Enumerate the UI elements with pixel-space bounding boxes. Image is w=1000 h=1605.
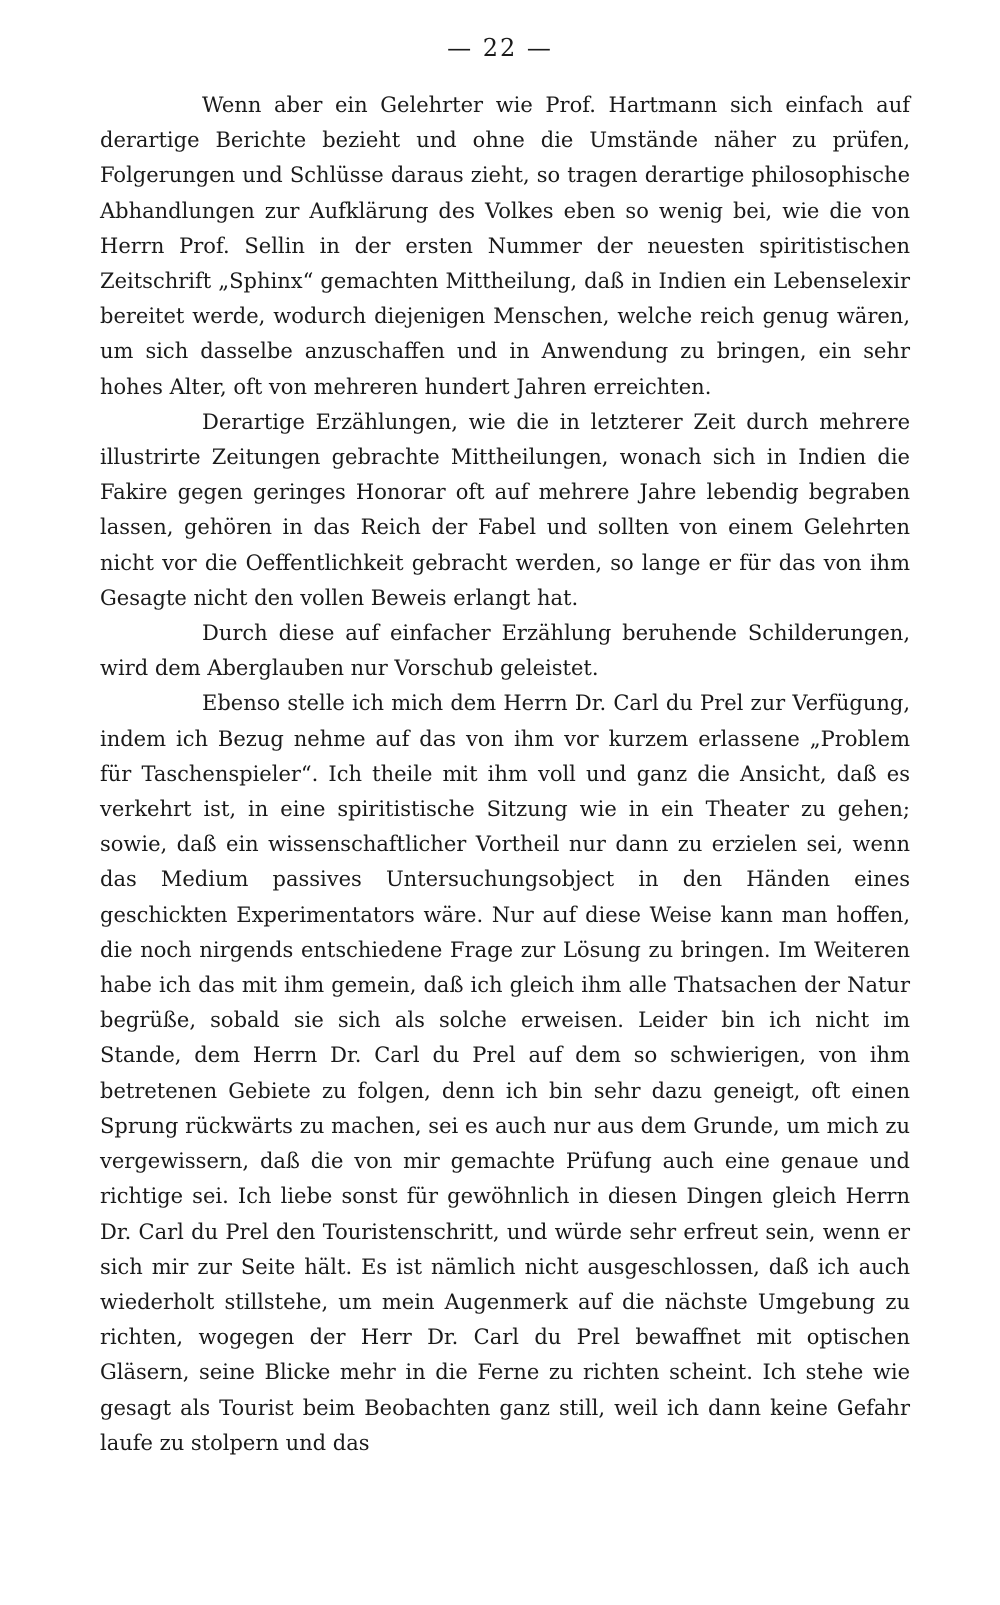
- paragraph-4: Ebenso stelle ich mich dem Herrn Dr. Carl du Prel zur Verfügung, indem ich Bezug nehme auf das von ihm vor kurzem erlassene „Problem für Taschenspieler“. Ich theile mit ihm voll und ganz die Ansicht, daß es verkehrt ist, in eine spiritistische Sitzung wie in ein Theater zu gehen; sowie, daß ein wissenschaftlicher Vortheil nur dann zu erzielen sei, wenn das Medium passives Untersuchungsobject in den Händen eines geschickten Experimentators wäre. Nur auf diese Weise kann man hoffen, die noch nirgends entschiedene Frage zur Lösung zu bringen. Im Weiteren habe ich das mit ihm gemein, daß ich gleich ihm alle Thatsachen der Natur begrüße, sobald sie sich als solche erweisen. Leider bin ich nicht im Stande, dem Herrn Dr. Carl du Prel auf dem so schwierigen, von ihm betretenen Gebiete zu folgen, denn ich bin sehr dazu geneigt, oft einen Sprung rückwärts zu machen, sei es auch nur aus dem Grunde, um mich zu vergewissern, daß die von mir gemachte Prüfung auch eine genaue und richtige sei. Ich liebe sonst für gewöhnlich in diesen Dingen gleich Herrn Dr. Carl du Prel den Touristenschritt, und würde sehr erfreut sein, wenn er sich mir zur Seite hält. Es ist nämlich nicht ausgeschlossen, daß ich auch wiederholt stillstehe, um mein Augenmerk auf die nächste Umgebung zu richten, wogegen der Herr Dr. Carl du Prel bewaffnet mit optischen Gläsern, seine Blicke mehr in die Ferne zu richten scheint. Ich stehe wie gesagt als Tourist beim Beobachten ganz still, weil ich dann keine Gefahr laufe zu stolpern und das: [100, 691, 910, 1455]
- body-text: [100, 88, 910, 1461]
- paragraph-1: Wenn aber ein Gelehrter wie Prof. Hartmann sich einfach auf derartige Berichte bezieht und ohne die Umstände näher zu prüfen, Folgerungen und Schlüsse daraus zieht, so tragen derartige philosophische Abhandlungen zur Aufklärung des Volkes eben so wenig bei, wie die von Herrn Prof. Sellin in der ersten Nummer der neuesten spiritistischen Zeitschrift „Sphinx“ gemachten Mittheilung, daß in Indien ein Lebenselexir bereitet werde, wodurch diejenigen Menschen, welche reich genug wären, um sich dasselbe anzuschaffen und in Anwendung zu bringen, ein sehr hohes Alter, oft von mehreren hundert Jahren erreichten.: [100, 93, 910, 399]
- paragraph-3: Durch diese auf einfacher Erzählung beruhende Schilderungen, wird dem Aberglauben nur Vorschub geleistet.: [100, 621, 910, 681]
- paragraph-2: Derartige Erzählungen, wie die in letzterer Zeit durch mehrere illustrirte Zeitungen gebrachte Mittheilungen, wonach sich in Indien die Fakire gegen geringes Honorar oft auf mehrere Jahre lebendig begraben lassen, gehören in das Reich der Fabel und sollten von einem Gelehrten nicht vor die Oeffentlichkeit gebracht werden, so lange er für das von ihm Gesagte nicht den vollen Beweis erlangt hat.: [100, 409, 910, 610]
- page-number: — 22 —: [447, 34, 553, 62]
